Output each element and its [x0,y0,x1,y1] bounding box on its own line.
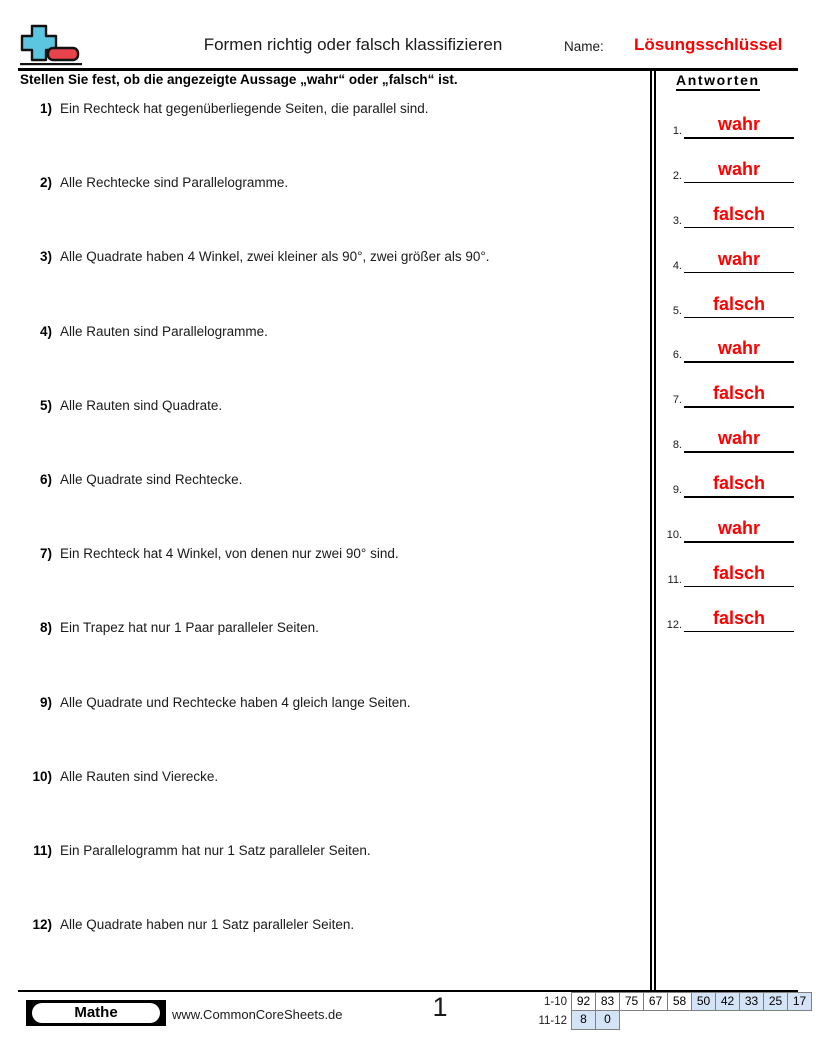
answer-number: 11. [667,573,682,586]
answers-heading: Antworten [676,72,760,91]
question-item [18,96,642,170]
answer-item [660,336,800,381]
answer-blank-line [684,631,794,633]
question-text: Alle Quadrate haben 4 Winkel, zwei kleiner als 90°, zwei größer als 90°. [60,249,490,265]
score-cell: 83 [595,992,620,1011]
answer-value: falsch [712,607,766,628]
question-item [18,170,642,244]
answer-key-label: Lösungsschlüssel [634,35,783,54]
answer-blank-line [684,361,794,363]
column-divider [650,68,656,990]
question-item [18,541,642,615]
question-text: Alle Quadrate haben nur 1 Satz paralleler Seiten. [60,917,355,933]
question-number: 2) [39,175,52,191]
question-number: 6) [39,471,52,487]
plus-minus-logo-icon [18,22,86,68]
answer-number: 12. [666,618,682,631]
answer-value: wahr [717,248,760,269]
score-cell: 17 [787,992,812,1011]
answer-blank-line [684,586,794,588]
question-text: Ein Trapez hat nur 1 Paar paralleler Seiten. [60,620,319,636]
answer-blank-line [684,182,794,184]
answer-number: 4. [672,259,682,272]
answer-value: wahr [717,518,760,539]
answer-value: falsch [712,473,766,494]
subject-badge [26,1000,166,1026]
question-item [18,615,642,689]
instruction-text: Stellen Sie fest, ob die angezeigte Aussage „wahr“ oder „falsch“ ist. [20,72,458,87]
answer-value: wahr [717,114,760,134]
score-cell: 42 [715,992,740,1011]
question-item [18,393,642,467]
answer-number: 6. [672,349,682,362]
answer-value: falsch [712,562,766,583]
question-item [18,764,642,838]
answer-number: 10. [666,529,682,542]
score-cell: 67 [643,992,668,1011]
question-number: 9) [39,694,52,710]
question-number: 7) [39,546,52,562]
question-number: 5) [39,397,52,413]
answer-number: 2. [672,169,682,182]
score-cell: 0 [595,1011,620,1030]
answer-item [660,426,800,471]
question-item [18,912,642,986]
answer-value: falsch [712,383,766,404]
answer-item [660,516,800,561]
question-item [18,319,642,393]
score-row-label: 11-12 [538,1014,567,1027]
answer-item [660,561,800,606]
answer-blank-line [684,317,794,319]
question-number: 1) [39,101,52,116]
question-item [18,467,642,541]
question-number: 12) [32,917,52,933]
question-text: Alle Quadrate und Rechtecke haben 4 gleich lange Seiten. [60,694,411,710]
answer-number: 3. [672,214,682,227]
answer-number: 1. [672,125,682,137]
questions-list [18,96,642,986]
question-number: 11) [33,842,52,858]
score-cell: 8 [571,1011,596,1030]
answer-number: 8. [672,439,682,452]
answer-blank-line [684,137,794,139]
answer-item [660,247,800,292]
subject-badge-label: Mathe [32,1003,160,1023]
question-item [18,690,642,764]
question-item [18,838,642,912]
header-divider [18,68,798,71]
answer-item [660,112,800,157]
answer-item [660,202,800,247]
score-cell: 58 [667,992,692,1011]
worksheet-header [18,22,798,68]
answer-number: 9. [672,484,682,497]
score-cell: 92 [571,992,596,1011]
answer-blank-line [684,496,794,498]
score-cell: 25 [763,992,788,1011]
answer-item [660,381,800,426]
score-table [528,992,812,1030]
name-label: Name: [564,39,604,54]
answer-blank-line [684,541,794,543]
answer-blank-line [684,272,794,274]
answer-number: 7. [672,394,682,407]
answer-value: falsch [712,203,766,224]
answer-value: wahr [717,338,760,359]
question-number: 10) [32,768,52,784]
question-text: Alle Rauten sind Parallelogramme. [60,323,268,339]
question-item [18,244,642,318]
answer-item [660,157,800,202]
question-text: Alle Rechtecke sind Parallelogramme. [60,175,289,191]
page-number: 1 [432,992,448,1022]
answer-item [660,606,800,651]
answer-blank-line [684,451,794,453]
score-row [528,992,812,1011]
website-url: www.CommonCoreSheets.de [172,1007,343,1022]
question-text: Alle Rauten sind Vierecke. [60,768,219,784]
score-row [528,1011,812,1030]
question-text: Alle Quadrate sind Rechtecke. [60,471,243,487]
question-number: 3) [39,249,52,265]
answers-list [660,112,800,651]
question-text: Ein Rechteck hat gegenüberliegende Seiten, die parallel sind. [60,101,429,116]
answer-item [660,292,800,337]
score-row-label: 1-10 [543,995,567,1008]
answer-value: wahr [717,428,760,449]
question-number: 4) [39,323,52,339]
answer-value: wahr [717,158,760,179]
score-cell: 50 [691,992,716,1011]
question-text: Alle Rauten sind Quadrate. [60,397,223,413]
answer-value: falsch [712,293,766,314]
question-text: Ein Rechteck hat 4 Winkel, von denen nur zwei 90° sind. [60,546,399,562]
question-text: Ein Parallelogramm hat nur 1 Satz paralleler Seiten. [60,842,371,858]
question-number: 8) [39,620,52,636]
answer-item [660,471,800,516]
score-cell: 75 [619,992,644,1011]
answer-number: 5. [672,304,682,317]
score-cell: 33 [739,992,764,1011]
page-title: Formen richtig oder falsch klassifizieren [203,35,503,54]
answer-blank-line [684,227,794,229]
answer-blank-line [684,406,794,408]
